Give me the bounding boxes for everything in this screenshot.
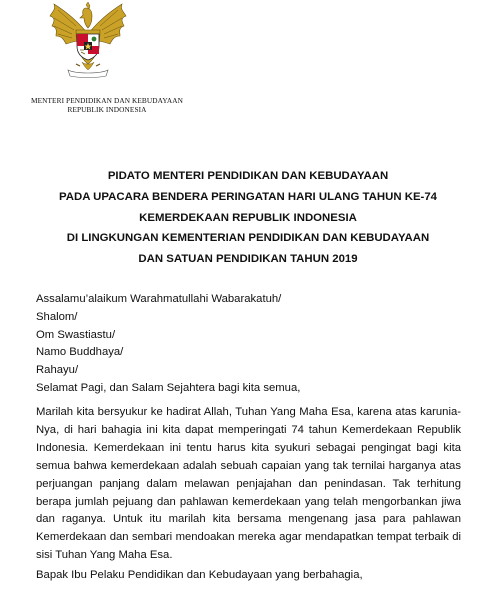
greeting-line: Selamat Pagi, dan Salam Sejahtera bagi kita semua, (36, 381, 301, 394)
greeting-line: Om Swastiastu/ (36, 328, 116, 341)
ministry-header (0, 96, 214, 114)
ministry-name: MENTERI PENDIDIKAN DAN KEBUDAYAAN (30, 96, 183, 105)
greetings-block (36, 291, 466, 398)
title-line: PIDATO MENTERI PENDIDIKAN DAN KEBUDAYAAN (107, 170, 389, 182)
garuda-emblem-icon (46, 0, 130, 80)
ministry-country: REPUBLIK INDONESIA (67, 105, 147, 114)
greeting-line: Assalamu’alaikum Warahmatullahi Wabarakatuh/ (36, 293, 282, 305)
body-paragraph: Marilah kita bersyukur ke hadirat Allah, Tuhan Yang Maha Esa, karena atas karunia-Nya, di hari bahagia ini kita dapat memperingati 74 tahun Kemerdekaan Republik Indonesia. Kemerdekaan ini tentu harus kita syukuri sebagai pengingat bagi kita semua bahwa kemerdekaan adalah sebuah capaian yang tak ternilai harganya atas perjuangan panjang dalam melawan penjajahan dan penindasan. Tak terhitung berapa jumlah pejuang dan pahlawan kemerdekaan yang telah mengorbankan jiwa dan raganya. Untuk itu marilah kita bersama mengenang jasa para pahlawan Kemerdekaan dan sembari mendoakan mereka agar mendapatkan tempat terbaik di sisi Tuhan Yang Maha Esa. (36, 406, 461, 562)
title-line: PADA UPACARA BENDERA PERINGATAN HARI ULANG TAHUN KE-74 (59, 190, 437, 203)
greeting-line: Namo Buddhaya/ (36, 346, 124, 359)
closing-line: Bapak Ibu Pelaku Pendidikan dan Kebudayaan yang berbahagia, (36, 569, 363, 581)
greeting-line: Shalom/ (36, 310, 78, 323)
greeting-line: Rahayu/ (36, 364, 79, 377)
title-line: DAN SATUAN PENDIDIKAN TAHUN 2019 (138, 253, 358, 266)
speech-title (0, 166, 496, 270)
title-line: KEMERDEKAAN REPUBLIK INDONESIA (139, 211, 357, 224)
title-line: DI LINGKUNGAN KEMENTERIAN PENDIDIKAN DAN KEBUDAYAAN (66, 232, 430, 245)
